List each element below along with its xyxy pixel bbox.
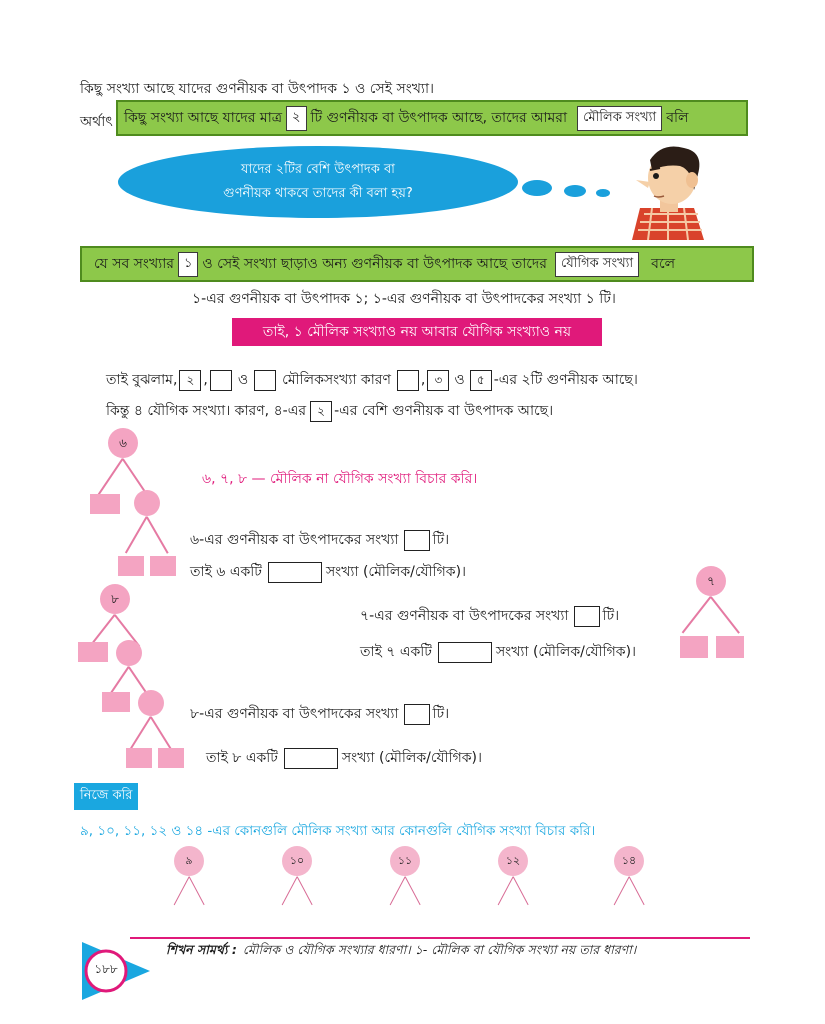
tree-six-factor-box[interactable] — [118, 556, 144, 576]
seven-count-input[interactable] — [574, 606, 600, 627]
understood-box-2: ২ — [179, 370, 201, 391]
tree-seven-factor-box[interactable] — [680, 636, 708, 658]
tree-six-edge — [146, 516, 168, 553]
six-type-prefix: তাই ৬ একটি — [190, 564, 262, 580]
composite-definition-box — [80, 246, 754, 282]
tree-six-node[interactable] — [134, 490, 160, 516]
but-box-2: ২ — [310, 401, 332, 422]
comp-def-one: ১ — [178, 252, 198, 277]
bubble-dot-3 — [596, 189, 610, 197]
understood-line — [106, 368, 638, 392]
self-do-edge — [296, 876, 312, 905]
self-do-edge — [404, 876, 420, 905]
tree-seven-edge — [710, 596, 740, 633]
tree-seven-edge — [682, 596, 712, 633]
footer-label: শিখন সামর্থ্য : — [166, 942, 237, 957]
but-t1: কিন্তু ৪ যৌগিক সংখ্যা। কারণ, ৪-এর — [106, 403, 307, 419]
tree-eight-edge — [130, 716, 151, 749]
understood-blank-3[interactable] — [397, 370, 419, 391]
footer-rule — [130, 937, 750, 939]
six-type-line — [190, 560, 466, 584]
but-t2: -এর বেশি গুণনীয়ক বা উৎপাদক আছে। — [334, 403, 554, 419]
footer-text: মৌলিক ও যৌগিক সংখ্যার ধারণা। ১- মৌলিক বা যৌগিক সংখ্যা নয় তার ধারণা। — [242, 942, 637, 957]
seven-type-input[interactable] — [438, 642, 492, 663]
self-do-number-node: ১১ — [390, 846, 420, 876]
understood-t4: মৌলিকসংখ্যা কারণ — [282, 372, 391, 388]
tree-six-edge — [96, 458, 124, 499]
seven-type-prefix: তাই ৭ একটি — [360, 644, 432, 660]
self-do-edge — [389, 876, 405, 905]
footer-learning-outcome — [166, 942, 636, 962]
seven-count-text: ৭-এর গুণনীয়ক বা উৎপাদকের সংখ্যা — [360, 608, 569, 624]
tree-eight-edge — [150, 716, 171, 749]
tree-eight-node[interactable] — [116, 640, 142, 666]
understood-blank-1[interactable] — [210, 370, 232, 391]
six-type-suffix: সংখ্যা (মৌলিক/যৌগিক)। — [325, 564, 467, 580]
self-do-number-node: ৯ — [174, 846, 204, 876]
six-type-input[interactable] — [268, 562, 322, 583]
tree-eight-factor-box[interactable] — [102, 692, 130, 712]
self-do-number-node: ১০ — [282, 846, 312, 876]
tree-eight-factor-box[interactable] — [158, 748, 184, 768]
understood-blank-2[interactable] — [254, 370, 276, 391]
self-do-label: নিজে করি — [74, 783, 138, 810]
page-number: ১৮৮ — [94, 962, 118, 976]
self-do-number-node: ১৪ — [614, 846, 644, 876]
eight-count-input[interactable] — [404, 704, 430, 725]
bubble-dot-2 — [564, 185, 586, 197]
seven-count-line — [360, 604, 619, 628]
six-count-unit: টি। — [432, 532, 450, 548]
understood-box-5: ৫ — [470, 370, 492, 391]
tree-eight-node[interactable] — [138, 690, 164, 716]
comp-def-suffix: বলে — [651, 256, 676, 272]
tree-six-edge — [125, 516, 147, 553]
bubble-line-1: যাদের ২টির বেশি উৎপাদক বা — [241, 162, 395, 177]
prime-def-term: মৌলিক সংখ্যা — [577, 106, 662, 131]
eight-count-text: ৮-এর গুণনীয়ক বা উৎপাদকের সংখ্যা — [190, 706, 399, 722]
prime-def-count: ২ — [286, 106, 306, 131]
eight-type-input[interactable] — [284, 748, 338, 769]
seven-type-suffix: সংখ্যা (মৌলিক/যৌগিক)। — [495, 644, 637, 660]
tree-six-factor-box[interactable] — [150, 556, 176, 576]
prime-def-text2: টি গুণনীয়ক বা উৎপাদক আছে, তাদের আমরা — [310, 110, 568, 126]
self-do-edge — [188, 876, 204, 905]
understood-t7: -এর ২টি গুণনীয়ক আছে। — [493, 372, 638, 388]
tree-eight-root: ৮ — [100, 584, 130, 614]
comp-def-text2: ও সেই সংখ্যা ছাড়াও অন্য গুণনীয়ক বা উৎপাদক আছে তাদের — [202, 256, 547, 272]
tree-eight-factor-box[interactable] — [78, 642, 108, 662]
eight-count-unit: টি। — [432, 706, 450, 722]
self-do-edge — [173, 876, 189, 905]
seven-count-unit: টি। — [602, 608, 620, 624]
thought-bubble — [118, 146, 518, 218]
task-heading: ৬, ৭, ৮ — মৌলিক না যৌগিক সংখ্যা বিচার করি। — [202, 471, 478, 487]
conclusion-banner: তাই, ১ মৌলিক সংখ্যাও নয় আবার যৌগিক সংখ্যাও নয় — [232, 318, 602, 346]
understood-box-3: ৩ — [427, 370, 449, 391]
tree-six-factor-box[interactable] — [90, 494, 120, 514]
understood-t3: ও — [237, 372, 249, 388]
understood-t2: , — [203, 372, 208, 388]
self-do-edge — [628, 876, 644, 905]
eight-type-prefix: তাই ৮ একটি — [206, 750, 278, 766]
self-do-edge — [497, 876, 513, 905]
tree-seven-factor-box[interactable] — [716, 636, 744, 658]
self-do-number-node: ১২ — [498, 846, 528, 876]
understood-t5: , — [420, 372, 426, 388]
self-do-edge — [281, 876, 297, 905]
tree-eight-factor-box[interactable] — [126, 748, 152, 768]
self-do-edge — [512, 876, 528, 905]
eight-count-line — [190, 702, 449, 726]
eight-type-line — [206, 746, 482, 770]
tree-six-root: ৬ — [108, 428, 138, 458]
self-do-edge — [613, 876, 629, 905]
thinking-boy-illustration — [622, 140, 718, 240]
seven-type-line — [360, 640, 636, 664]
bubble-line-2: গুণনীয়ক থাকবে তাদের কী বলা হয়? — [223, 186, 413, 201]
comp-def-term: যৌগিক সংখ্যা — [555, 252, 639, 277]
but-line — [106, 399, 553, 423]
eight-type-suffix: সংখ্যা (মৌলিক/যৌগিক)। — [341, 750, 483, 766]
self-do-instruction: ৯, ১০, ১১, ১২ ও ১৪ -এর কোনগুলি মৌলিক সংখ্যা আর কোনগুলি যৌগিক সংখ্যা বিচার করি। — [80, 823, 596, 839]
prime-prefix: অর্থাৎ — [80, 114, 113, 130]
factor-of-one-line: ১-এর গুণনীয়ক বা উৎপাদক ১; ১-এর গুণনীয়ক বা উৎপাদকের সংখ্যা ১ টি। — [192, 291, 616, 307]
prime-def-text1: কিছু সংখ্যা আছে যাদের মাত্র — [124, 110, 283, 126]
prime-definition-box — [116, 100, 748, 136]
six-count-input[interactable] — [404, 530, 430, 551]
tree-seven-root: ৭ — [696, 566, 726, 596]
comp-def-text1: যে সব সংখ্যার — [94, 256, 174, 272]
understood-t6: ও — [454, 372, 465, 388]
six-count-line — [190, 528, 449, 552]
understood-t1: তাই বুঝলাম, — [106, 372, 178, 388]
six-count-text: ৬-এর গুণনীয়ক বা উৎপাদকের সংখ্যা — [190, 532, 399, 548]
bubble-dot-1 — [522, 180, 552, 196]
intro-line: কিছু সংখ্যা আছে যাদের গুণনীয়ক বা উৎপাদক ১ ও সেই সংখ্যা। — [80, 81, 435, 97]
prime-def-suffix: বলি — [666, 110, 689, 126]
